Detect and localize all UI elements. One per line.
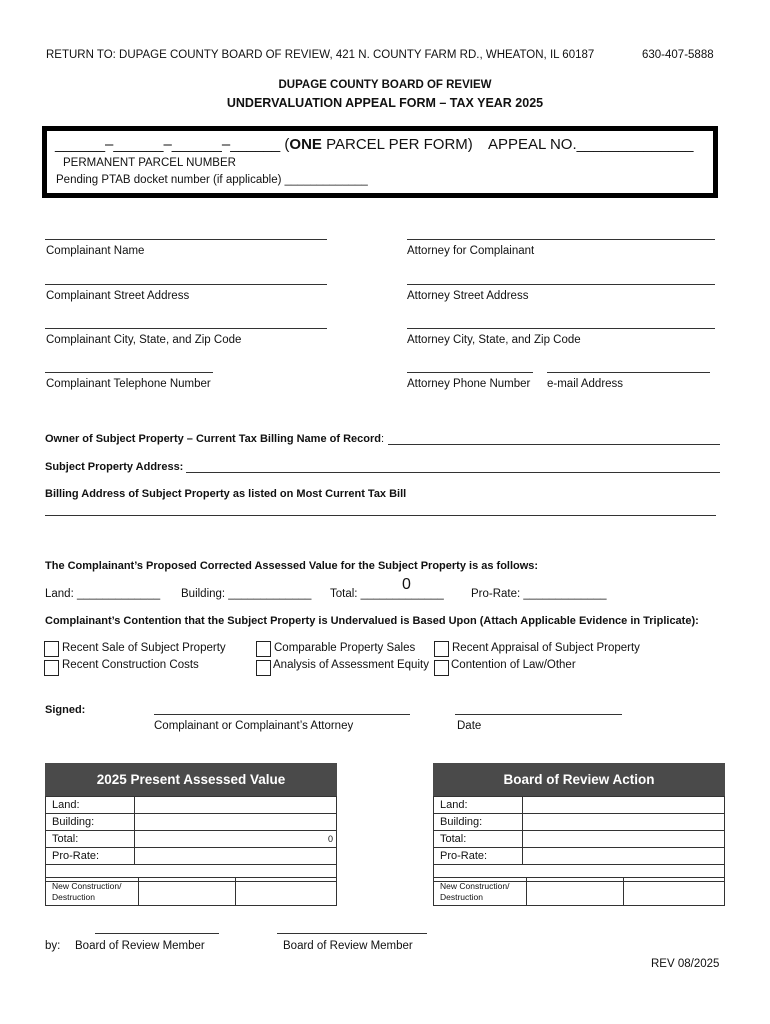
billing-address-line[interactable] bbox=[45, 515, 716, 516]
by-label: by: bbox=[45, 940, 61, 952]
pv-new-construction-label: New Construction/ Destruction bbox=[46, 878, 139, 906]
subject-address-line[interactable] bbox=[186, 472, 720, 473]
complainant-name-line[interactable] bbox=[45, 239, 327, 240]
board-action-table bbox=[433, 796, 725, 882]
complainant-street-label: Complainant Street Address bbox=[46, 290, 190, 302]
form-title: UNDERVALUATION APPEAL FORM – TAX YEAR 2025 bbox=[226, 96, 544, 110]
return-to-address: RETURN TO: DUPAGE COUNTY BOARD OF REVIEW, 421 N. COUNTY FARM RD., WHEATON, IL 60187 bbox=[46, 49, 595, 61]
attorney-city-line[interactable] bbox=[407, 328, 715, 329]
attorney-phone-line[interactable] bbox=[407, 372, 533, 373]
pv-new-construction-value-2[interactable] bbox=[236, 878, 337, 906]
owner-label: Owner of Subject Property – Current Tax Billing Name of Record: bbox=[45, 433, 385, 445]
permanent-parcel-label: PERMANENT PARCEL NUMBER bbox=[63, 157, 236, 169]
pv-total-value[interactable]: 0 bbox=[135, 831, 337, 848]
complainant-city-line[interactable] bbox=[45, 328, 327, 329]
present-value-header: 2025 Present Assessed Value bbox=[45, 763, 337, 797]
recent-sale-checkbox[interactable] bbox=[44, 641, 59, 657]
pv-new-construction-value-1[interactable] bbox=[139, 878, 236, 906]
signer-label: Complainant or Complainant’s Attorney bbox=[154, 720, 354, 732]
attorney-name-line[interactable] bbox=[407, 239, 715, 240]
subject-address-label: Subject Property Address: bbox=[45, 461, 184, 473]
ba-total-value[interactable] bbox=[523, 831, 725, 848]
assessment-equity-label: Analysis of Assessment Equity bbox=[273, 659, 429, 671]
complainant-city-label: Complainant City, State, and Zip Code bbox=[46, 334, 242, 346]
appeal-no-field[interactable]: APPEAL NO.______________ bbox=[488, 136, 694, 153]
attorney-street-line[interactable] bbox=[407, 284, 715, 285]
member1-label: Board of Review Member bbox=[75, 940, 205, 952]
recent-construction-label: Recent Construction Costs bbox=[62, 659, 199, 671]
complainant-name-label: Complainant Name bbox=[46, 245, 145, 257]
complainant-street-line[interactable] bbox=[45, 284, 327, 285]
date-label: Date bbox=[457, 720, 482, 732]
org-name: DUPAGE COUNTY BOARD OF REVIEW bbox=[278, 79, 492, 91]
ba-prorate-value[interactable] bbox=[523, 848, 725, 865]
date-line[interactable] bbox=[455, 714, 622, 715]
board-action-header: Board of Review Action bbox=[433, 763, 725, 797]
attorney-email-label: e-mail Address bbox=[547, 378, 624, 390]
pv-prorate-value[interactable] bbox=[135, 848, 337, 865]
pv-land-label: Land: bbox=[46, 797, 135, 814]
contention-law-checkbox[interactable] bbox=[434, 660, 449, 676]
comparable-sales-label: Comparable Property Sales bbox=[274, 642, 416, 654]
pv-building-value[interactable] bbox=[135, 814, 337, 831]
assessment-equity-checkbox[interactable] bbox=[256, 660, 271, 676]
signature-line[interactable] bbox=[154, 714, 410, 715]
proposed-total-field[interactable]: Total: _____________ bbox=[330, 588, 444, 600]
attorney-city-label: Attorney City, State, and Zip Code bbox=[407, 334, 581, 346]
ba-total-label: Total: bbox=[434, 831, 523, 848]
member2-signature-line[interactable] bbox=[277, 933, 427, 934]
open-paren: ( bbox=[284, 136, 290, 153]
proposed-building-field[interactable]: Building: _____________ bbox=[181, 588, 312, 600]
one-text: ONE bbox=[289, 136, 322, 153]
attorney-email-line[interactable] bbox=[547, 372, 710, 373]
pv-total-label: Total: bbox=[46, 831, 135, 848]
ba-new-construction-table bbox=[433, 877, 725, 906]
ba-prorate-label: Pro-Rate: bbox=[434, 848, 523, 865]
member2-label: Board of Review Member bbox=[283, 940, 413, 952]
revision-label: REV 08/2025 bbox=[651, 958, 720, 970]
attorney-name-label: Attorney for Complainant bbox=[407, 245, 535, 257]
ba-new-construction-label: New Construction/ Destruction bbox=[434, 878, 527, 906]
contention-heading: Complainant’s Contention that the Subject Property is Undervalued is Based Upon (Attach Applicable Evidence in Triplicate): bbox=[45, 615, 699, 627]
pv-new-construction-table bbox=[45, 877, 337, 906]
recent-appraisal-label: Recent Appraisal of Subject Property bbox=[452, 642, 640, 654]
proposed-total-value: 0 bbox=[402, 576, 411, 593]
pv-prorate-label: Pro-Rate: bbox=[46, 848, 135, 865]
proposed-prorate-field[interactable]: Pro-Rate: _____________ bbox=[471, 588, 607, 600]
parcel-blank: ______–______–______–______ bbox=[55, 136, 281, 153]
pv-land-value[interactable] bbox=[135, 797, 337, 814]
office-phone: 630-407-5888 bbox=[642, 49, 714, 61]
ba-building-value[interactable] bbox=[523, 814, 725, 831]
parcel-per-form-text: PARCEL PER FORM) bbox=[326, 136, 473, 153]
ba-new-construction-value-2[interactable] bbox=[624, 878, 725, 906]
signed-label: Signed: bbox=[45, 704, 86, 716]
billing-address-label: Billing Address of Subject Property as listed on Most Current Tax Bill bbox=[45, 488, 407, 500]
complainant-phone-line[interactable] bbox=[45, 372, 213, 373]
parcel-number-field[interactable] bbox=[55, 136, 473, 153]
complainant-phone-label: Complainant Telephone Number bbox=[46, 378, 211, 390]
present-value-table bbox=[45, 796, 337, 882]
recent-construction-checkbox[interactable] bbox=[44, 660, 59, 676]
pv-building-label: Building: bbox=[46, 814, 135, 831]
recent-sale-label: Recent Sale of Subject Property bbox=[62, 642, 226, 654]
ba-land-label: Land: bbox=[434, 797, 523, 814]
attorney-phone-label: Attorney Phone Number bbox=[407, 378, 531, 390]
ba-land-value[interactable] bbox=[523, 797, 725, 814]
owner-line[interactable] bbox=[388, 444, 720, 445]
proposed-heading: The Complainant’s Proposed Corrected Assessed Value for the Subject Property is as follows: bbox=[45, 560, 539, 572]
attorney-street-label: Attorney Street Address bbox=[407, 290, 529, 302]
ba-building-label: Building: bbox=[434, 814, 523, 831]
recent-appraisal-checkbox[interactable] bbox=[434, 641, 449, 657]
comparable-sales-checkbox[interactable] bbox=[256, 641, 271, 657]
ba-new-construction-value-1[interactable] bbox=[527, 878, 624, 906]
ptab-docket-field[interactable]: Pending PTAB docket number (if applicable) _____________ bbox=[56, 174, 368, 186]
member1-signature-line[interactable] bbox=[95, 933, 219, 934]
contention-law-label: Contention of Law/Other bbox=[451, 659, 576, 671]
proposed-land-field[interactable]: Land: _____________ bbox=[45, 588, 161, 600]
